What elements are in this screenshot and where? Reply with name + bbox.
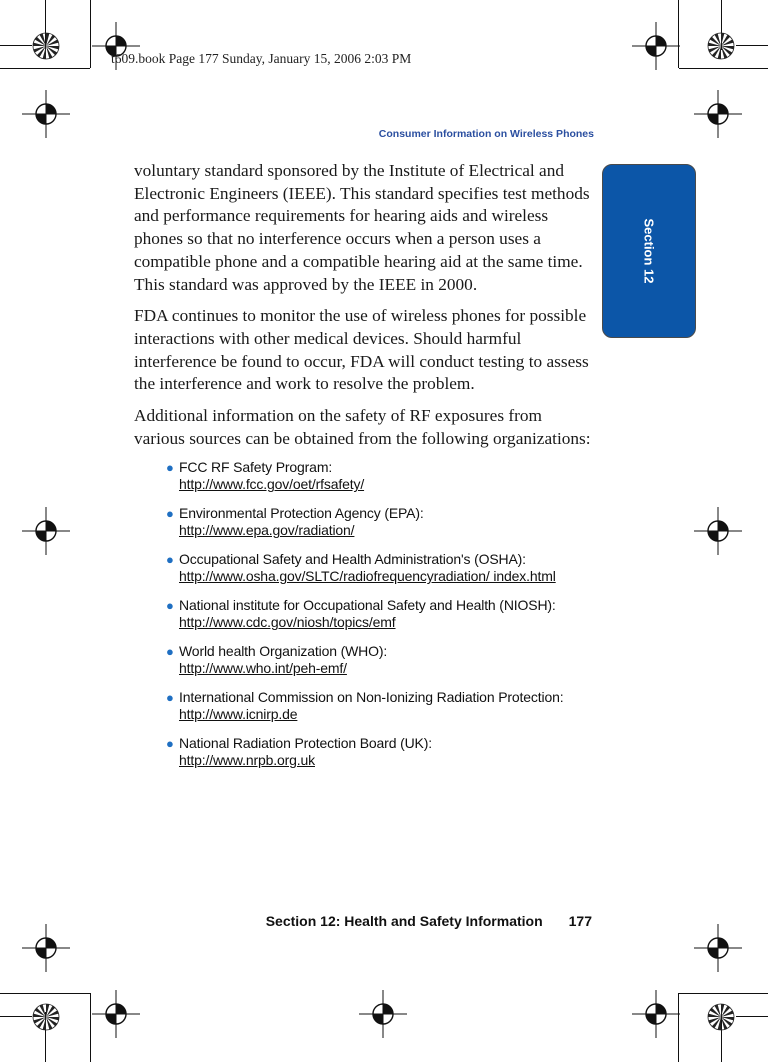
organization-link[interactable]: http://www.nrpb.org.uk — [179, 752, 315, 769]
registration-mark-icon — [22, 507, 70, 555]
registration-mark-icon — [22, 90, 70, 138]
crop-line — [0, 1016, 32, 1017]
organization-name: World health Organization (WHO): — [179, 643, 388, 660]
organization-link[interactable]: http://www.who.int/peh-emf/ — [179, 660, 347, 677]
organization-name: National institute for Occupational Safety and Health (NIOSH): — [179, 597, 556, 614]
bullet-icon: ● — [166, 690, 174, 706]
organization-name: International Commission on Non-Ionizing Radiation Protection: — [179, 689, 564, 706]
list-item — [166, 735, 606, 769]
registration-mark-icon — [694, 507, 742, 555]
crop-line — [0, 993, 90, 994]
crop-line — [736, 1016, 768, 1017]
bullet-icon: ● — [166, 736, 174, 752]
list-item — [166, 689, 606, 723]
bullet-icon: ● — [166, 460, 174, 476]
registration-mark-icon — [694, 924, 742, 972]
footer-title: Section 12: Health and Safety Information — [265, 913, 543, 929]
body-text — [134, 160, 592, 781]
list-item — [166, 597, 606, 631]
crop-line — [0, 45, 32, 46]
organization-link[interactable]: http://www.osha.gov/SLTC/radiofrequencyradiation/ index.html — [179, 568, 556, 585]
list-item — [166, 643, 606, 677]
section-tab — [602, 164, 696, 338]
star-target-icon — [707, 32, 735, 60]
page-footer — [262, 913, 592, 929]
organization-list — [134, 459, 606, 769]
organization-name: Environmental Protection Agency (EPA): — [179, 505, 424, 522]
page-number: 177 — [568, 913, 592, 929]
star-target-icon — [32, 1003, 60, 1031]
star-target-icon — [707, 1003, 735, 1031]
registration-mark-icon — [632, 22, 680, 70]
registration-mark-icon — [694, 90, 742, 138]
crop-line — [90, 993, 91, 1062]
organization-link[interactable]: http://www.fcc.gov/oet/rfsafety/ — [179, 476, 365, 493]
paragraph: FDA continues to monitor the use of wireless phones for possible interactions with other medical devices. Should harmful interference be found to occur, FDA will conduct testing to assess the interference and work to resolve the problem. — [134, 306, 589, 394]
list-item — [166, 505, 606, 539]
registration-mark-icon — [632, 990, 680, 1038]
organization-link[interactable]: http://www.cdc.gov/niosh/topics/emf — [179, 614, 396, 631]
organization-name: National Radiation Protection Board (UK): — [179, 735, 432, 752]
registration-mark-icon — [359, 990, 407, 1038]
crop-line — [679, 993, 768, 994]
paragraph: voluntary standard sponsored by the Institute of Electrical and Electronic Engineers (IEEE). This standard specifies test methods and performance requirements for hearing aids and wireless phones so that no interference occurs when a person uses a compatible phone and a compatible hearing aid at the same time. This standard was approved by the IEEE in 2000. — [134, 161, 590, 294]
running-head: Consumer Information on Wireless Phones — [378, 128, 594, 140]
registration-mark-icon — [22, 924, 70, 972]
bullet-icon: ● — [166, 644, 174, 660]
organization-link[interactable]: http://www.epa.gov/radiation/ — [179, 522, 355, 539]
registration-mark-icon — [92, 990, 140, 1038]
crop-line — [736, 45, 768, 46]
organization-name: FCC RF Safety Program: — [179, 459, 333, 476]
star-target-icon — [32, 32, 60, 60]
list-item — [166, 459, 606, 493]
bullet-icon: ● — [166, 552, 174, 568]
crop-line — [679, 68, 768, 69]
print-slug: t609.book Page 177 Sunday, January 15, 2006 2:03 PM — [111, 51, 412, 66]
crop-line — [0, 68, 90, 69]
paragraph: Additional information on the safety of RF exposures from various sources can be obtained from the following organizations: — [134, 406, 591, 448]
bullet-icon: ● — [166, 506, 174, 522]
organization-link[interactable]: http://www.icnirp.de — [179, 706, 298, 723]
section-tab-label: Section 12 — [641, 218, 657, 284]
organization-name: Occupational Safety and Health Administration's (OSHA): — [179, 551, 526, 568]
bullet-icon: ● — [166, 598, 174, 614]
crop-line — [90, 0, 91, 68]
list-item — [166, 551, 606, 585]
